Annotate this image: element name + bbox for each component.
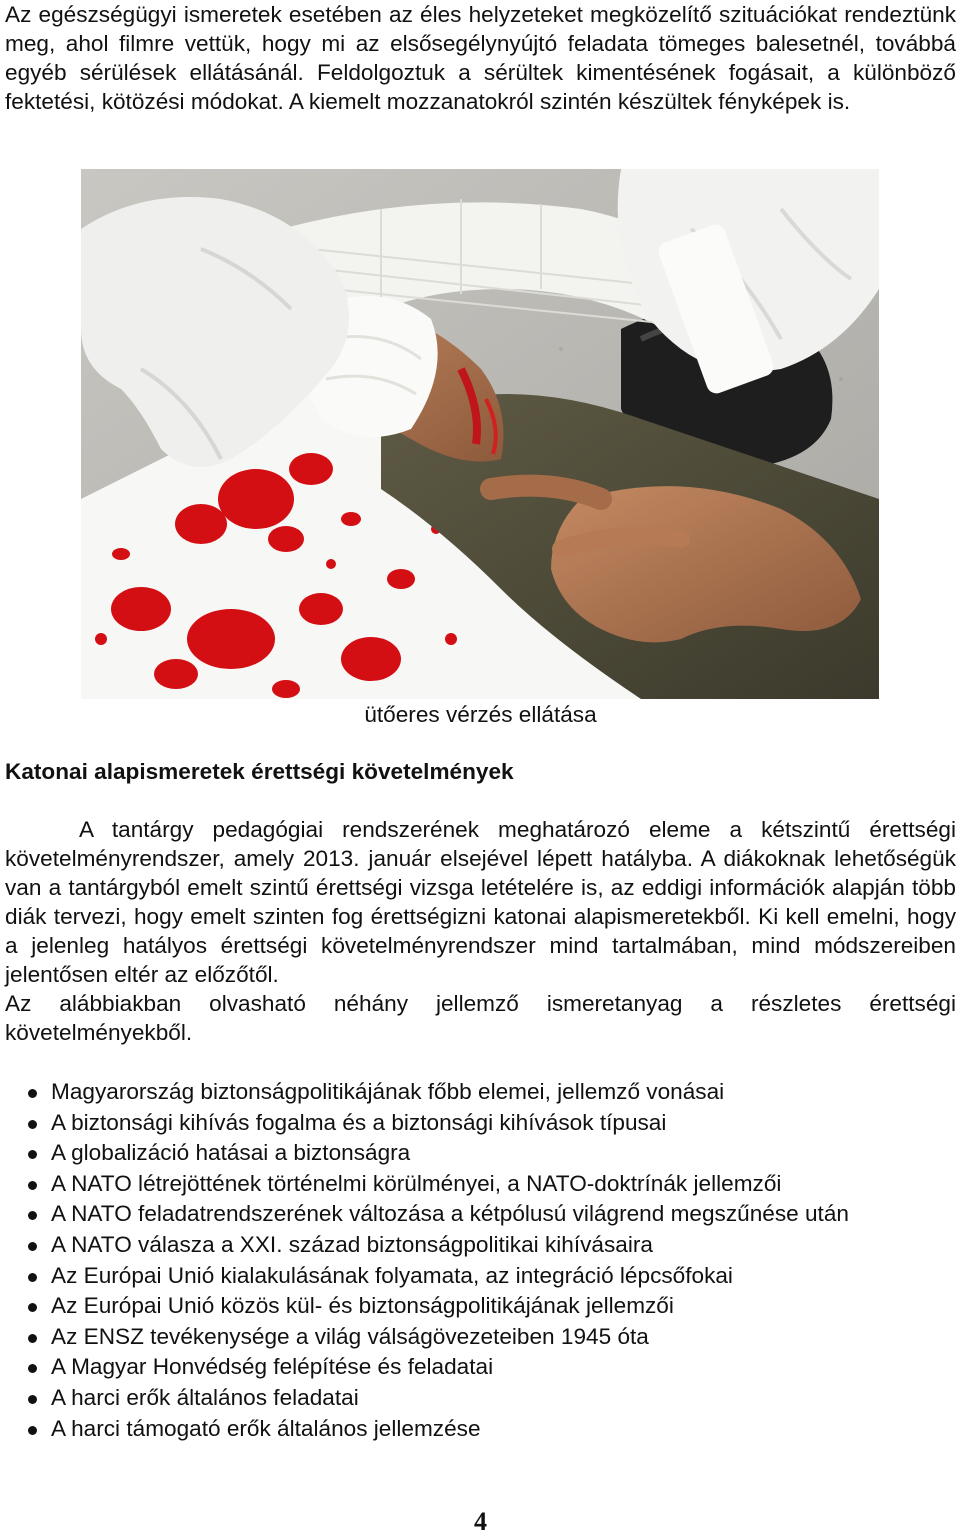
bullet-icon <box>28 1273 37 1282</box>
bullet-icon <box>28 1120 37 1129</box>
bullet-icon <box>28 1364 37 1373</box>
list-item-text: A NATO feladatrendszerének változása a kétpólusú világrend megszűnése után <box>51 1201 849 1227</box>
list-item-text: A harci támogató erők általános jellemzése <box>51 1415 481 1441</box>
list-item-text: A Magyar Honvédség felépítése és feladatai <box>51 1354 494 1380</box>
bullet-icon <box>28 1150 37 1159</box>
page-number: 4 <box>474 1507 487 1536</box>
list-item-text: A biztonsági kihívás fogalma és a biztonsági kihívások típusai <box>51 1109 667 1135</box>
section-body <box>5 815 956 1047</box>
bullet-icon <box>28 1395 37 1404</box>
first-aid-photo <box>81 169 879 699</box>
list-item <box>5 1230 956 1261</box>
list-item <box>5 1108 956 1139</box>
section-heading: Katonai alapismeretek érettségi követelmények <box>5 759 514 784</box>
list-item-text: A NATO válasza a XXI. század biztonságpolitikai kihívásaira <box>51 1231 653 1257</box>
photo-caption: ütőeres vérzés ellátása <box>364 702 597 727</box>
list-item-text: A globalizáció hatásai a biztonságra <box>51 1140 411 1166</box>
body-paragraph: Az alábbiakban olvasható néhány jellemző ismeretanyag a részletes érettségi követelményekből. <box>5 991 956 1045</box>
requirements-list <box>5 1077 956 1444</box>
list-item <box>5 1199 956 1230</box>
list-item-text: A NATO létrejöttének történelmi körülményei, a NATO-doktrínák jellemzői <box>51 1170 782 1196</box>
intro-paragraph: Az egészségügyi ismeretek esetében az éles helyzeteket megközelítő szituációkat rendeztünk meg, ahol filmre vettük, hogy mi az elsősegélynyújtó feladata tömeges balesetnél, továbbá egyéb sérülések ellátásánál. Feldolgoztuk a sérültek kimentésének fogásait, a különböző fektetési, kötözési módokat. A kiemelt mozzanatokról szintén készültek fényképek is. <box>5 2 956 114</box>
list-item <box>5 1261 956 1292</box>
bullet-icon <box>28 1211 37 1220</box>
list-item-text: Az ENSZ tevékenysége a világ válságövezeteiben 1945 óta <box>51 1323 649 1349</box>
body-paragraph: A tantárgy pedagógiai rendszerének meghatározó eleme a kétszintű érettségi követelményrendszer, amely 2013. január elsejével lépett hatályba. A diákoknak lehetőségük van a tantárgyból emelt szintű érettségi vizsga letételére is, az eddigi információk alapján több diák tervezi, hogy emelt szinten fog érettségizni katonai alapismeretekből. Ki kell emelni, hogy a jelenleg hatályos érettségi követelményrendszer mind tartalmában, mind módszereiben jelentősen eltér az előzőtől. <box>5 817 956 987</box>
list-item-text: Az Európai Unió kialakulásának folyamata, az integráció lépcsőfokai <box>51 1262 733 1288</box>
bullet-icon <box>28 1334 37 1343</box>
list-item-text: Az Európai Unió közös kül- és biztonságpolitikájának jellemzői <box>51 1293 674 1319</box>
list-item <box>5 1077 956 1108</box>
list-item-text: Magyarország biztonságpolitikájának főbb elemei, jellemző vonásai <box>51 1079 725 1104</box>
bullet-icon <box>28 1181 37 1190</box>
list-item <box>5 1322 956 1353</box>
list-item <box>5 1291 956 1322</box>
bullet-icon <box>28 1089 37 1098</box>
list-item-text: A harci erők általános feladatai <box>51 1384 359 1410</box>
list-item <box>5 1352 956 1383</box>
list-item <box>5 1138 956 1169</box>
document-page <box>5 0 956 1536</box>
bullet-icon <box>28 1426 37 1435</box>
list-item <box>5 1414 956 1445</box>
list-item <box>5 1383 956 1414</box>
list-item <box>5 1169 956 1200</box>
bullet-icon <box>28 1303 37 1312</box>
bullet-icon <box>28 1242 37 1251</box>
